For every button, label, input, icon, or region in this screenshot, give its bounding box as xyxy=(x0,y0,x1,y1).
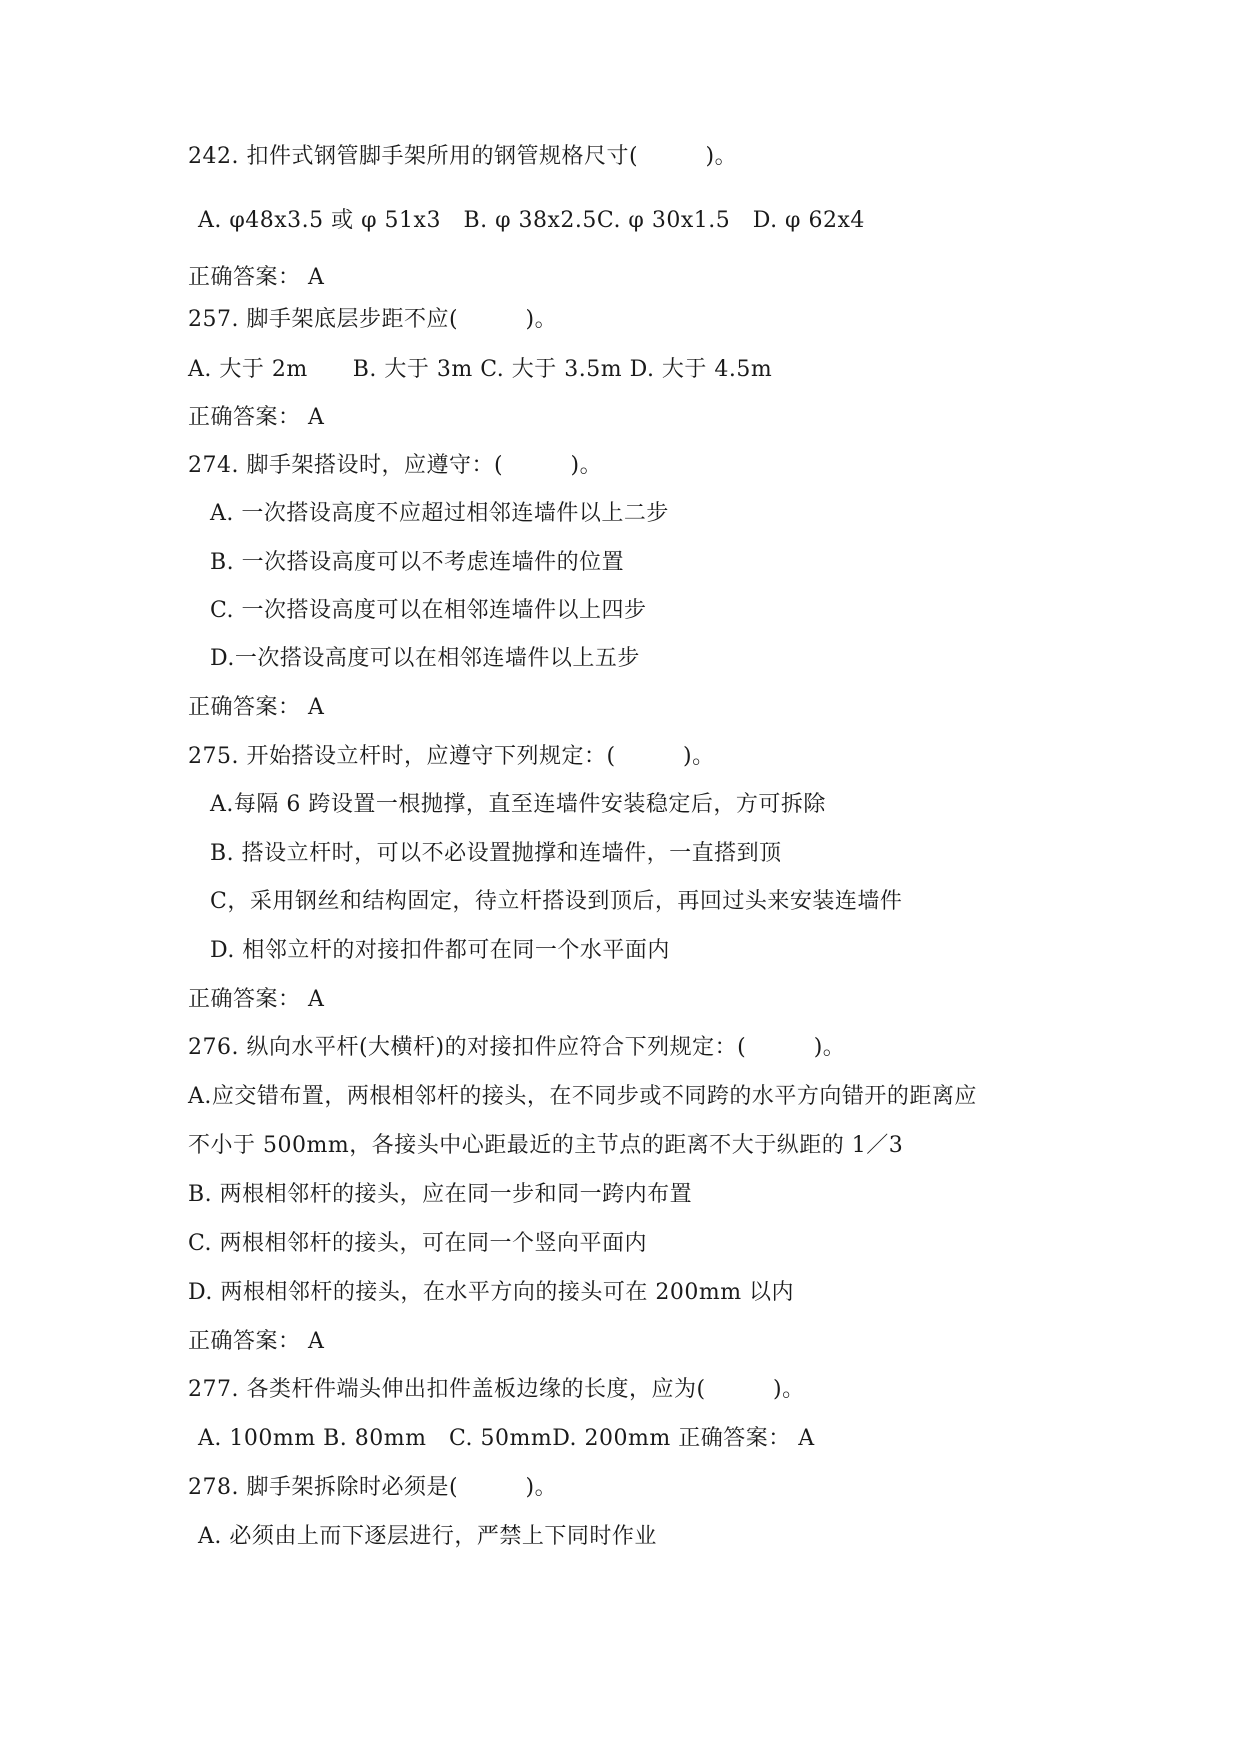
question-275-option-b: B. 搭设立杆时，可以不必设置抛撑和连墙件，一直搭到顶 xyxy=(210,841,782,866)
answer-274: 正确答案： A xyxy=(188,695,325,720)
question-276-option-a-cont: 不小于 500mm，各接头中心距最近的主节点的距离不大于纵距的 1／3 xyxy=(188,1133,904,1158)
question-278: 278. 脚手架拆除时必须是( )。 xyxy=(188,1475,558,1500)
question-274: 274. 脚手架搭设时，应遵守：( )。 xyxy=(188,453,603,478)
question-274-option-a: A. 一次搭设高度不应超过相邻连墙件以上二步 xyxy=(210,501,669,526)
answer-276: 正确答案： A xyxy=(188,1329,325,1354)
question-278-option-a: A. 必须由上而下逐层进行，严禁上下同时作业 xyxy=(198,1524,657,1549)
question-274-option-b: B. 一次搭设高度可以不考虑连墙件的位置 xyxy=(210,550,625,575)
question-275: 275. 开始搭设立杆时，应遵守下列规定：( )。 xyxy=(188,744,715,769)
question-257: 257. 脚手架底层步距不应( )。 xyxy=(188,307,558,332)
question-257-options: A. 大于 2m B. 大于 3m C. 大于 3.5m D. 大于 4.5m xyxy=(188,357,773,382)
question-276-option-a: A.应交错布置，两根相邻杆的接头，在不同步或不同跨的水平方向错开的距离应 xyxy=(188,1084,977,1109)
question-242: 242. 扣件式钢管脚手架所用的钢管规格尺寸( )。 xyxy=(188,144,738,169)
question-276-option-c: C. 两根相邻杆的接头，可在同一个竖向平面内 xyxy=(188,1231,648,1256)
question-277: 277. 各类杆件端头伸出扣件盖板边缘的长度，应为( )。 xyxy=(188,1377,805,1402)
question-275-option-a: A.每隔 6 跨设置一根抛撑，直至连墙件安装稳定后，方可拆除 xyxy=(210,792,826,817)
question-242-options: A. φ48x3.5 或 φ 51x3 B. φ 38x2.5C. φ 30x1.5 D. φ 62x4 xyxy=(198,208,865,233)
question-276-option-b: B. 两根相邻杆的接头，应在同一步和同一跨内布置 xyxy=(188,1182,693,1207)
question-276: 276. 纵向水平杆(大横杆)的对接扣件应符合下列规定：( )。 xyxy=(188,1035,846,1060)
question-274-option-c: C. 一次搭设高度可以在相邻连墙件以上四步 xyxy=(210,598,647,623)
answer-275: 正确答案： A xyxy=(188,987,325,1012)
answer-242: 正确答案： A xyxy=(188,265,325,290)
question-275-option-c: C，采用钢丝和结构固定，待立杆搭设到顶后，再回过头来安装连墙件 xyxy=(210,889,903,914)
question-276-option-d: D. 两根相邻杆的接头，在水平方向的接头可在 200mm 以内 xyxy=(188,1280,795,1305)
question-275-option-d: D. 相邻立杆的对接扣件都可在同一个水平面内 xyxy=(210,938,670,963)
answer-257: 正确答案： A xyxy=(188,405,325,430)
question-274-option-d: D.一次搭设高度可以在相邻连墙件以上五步 xyxy=(210,646,640,671)
question-277-options-answer: A. 100mm B. 80mm C. 50mmD. 200mm 正确答案： A xyxy=(198,1426,815,1451)
